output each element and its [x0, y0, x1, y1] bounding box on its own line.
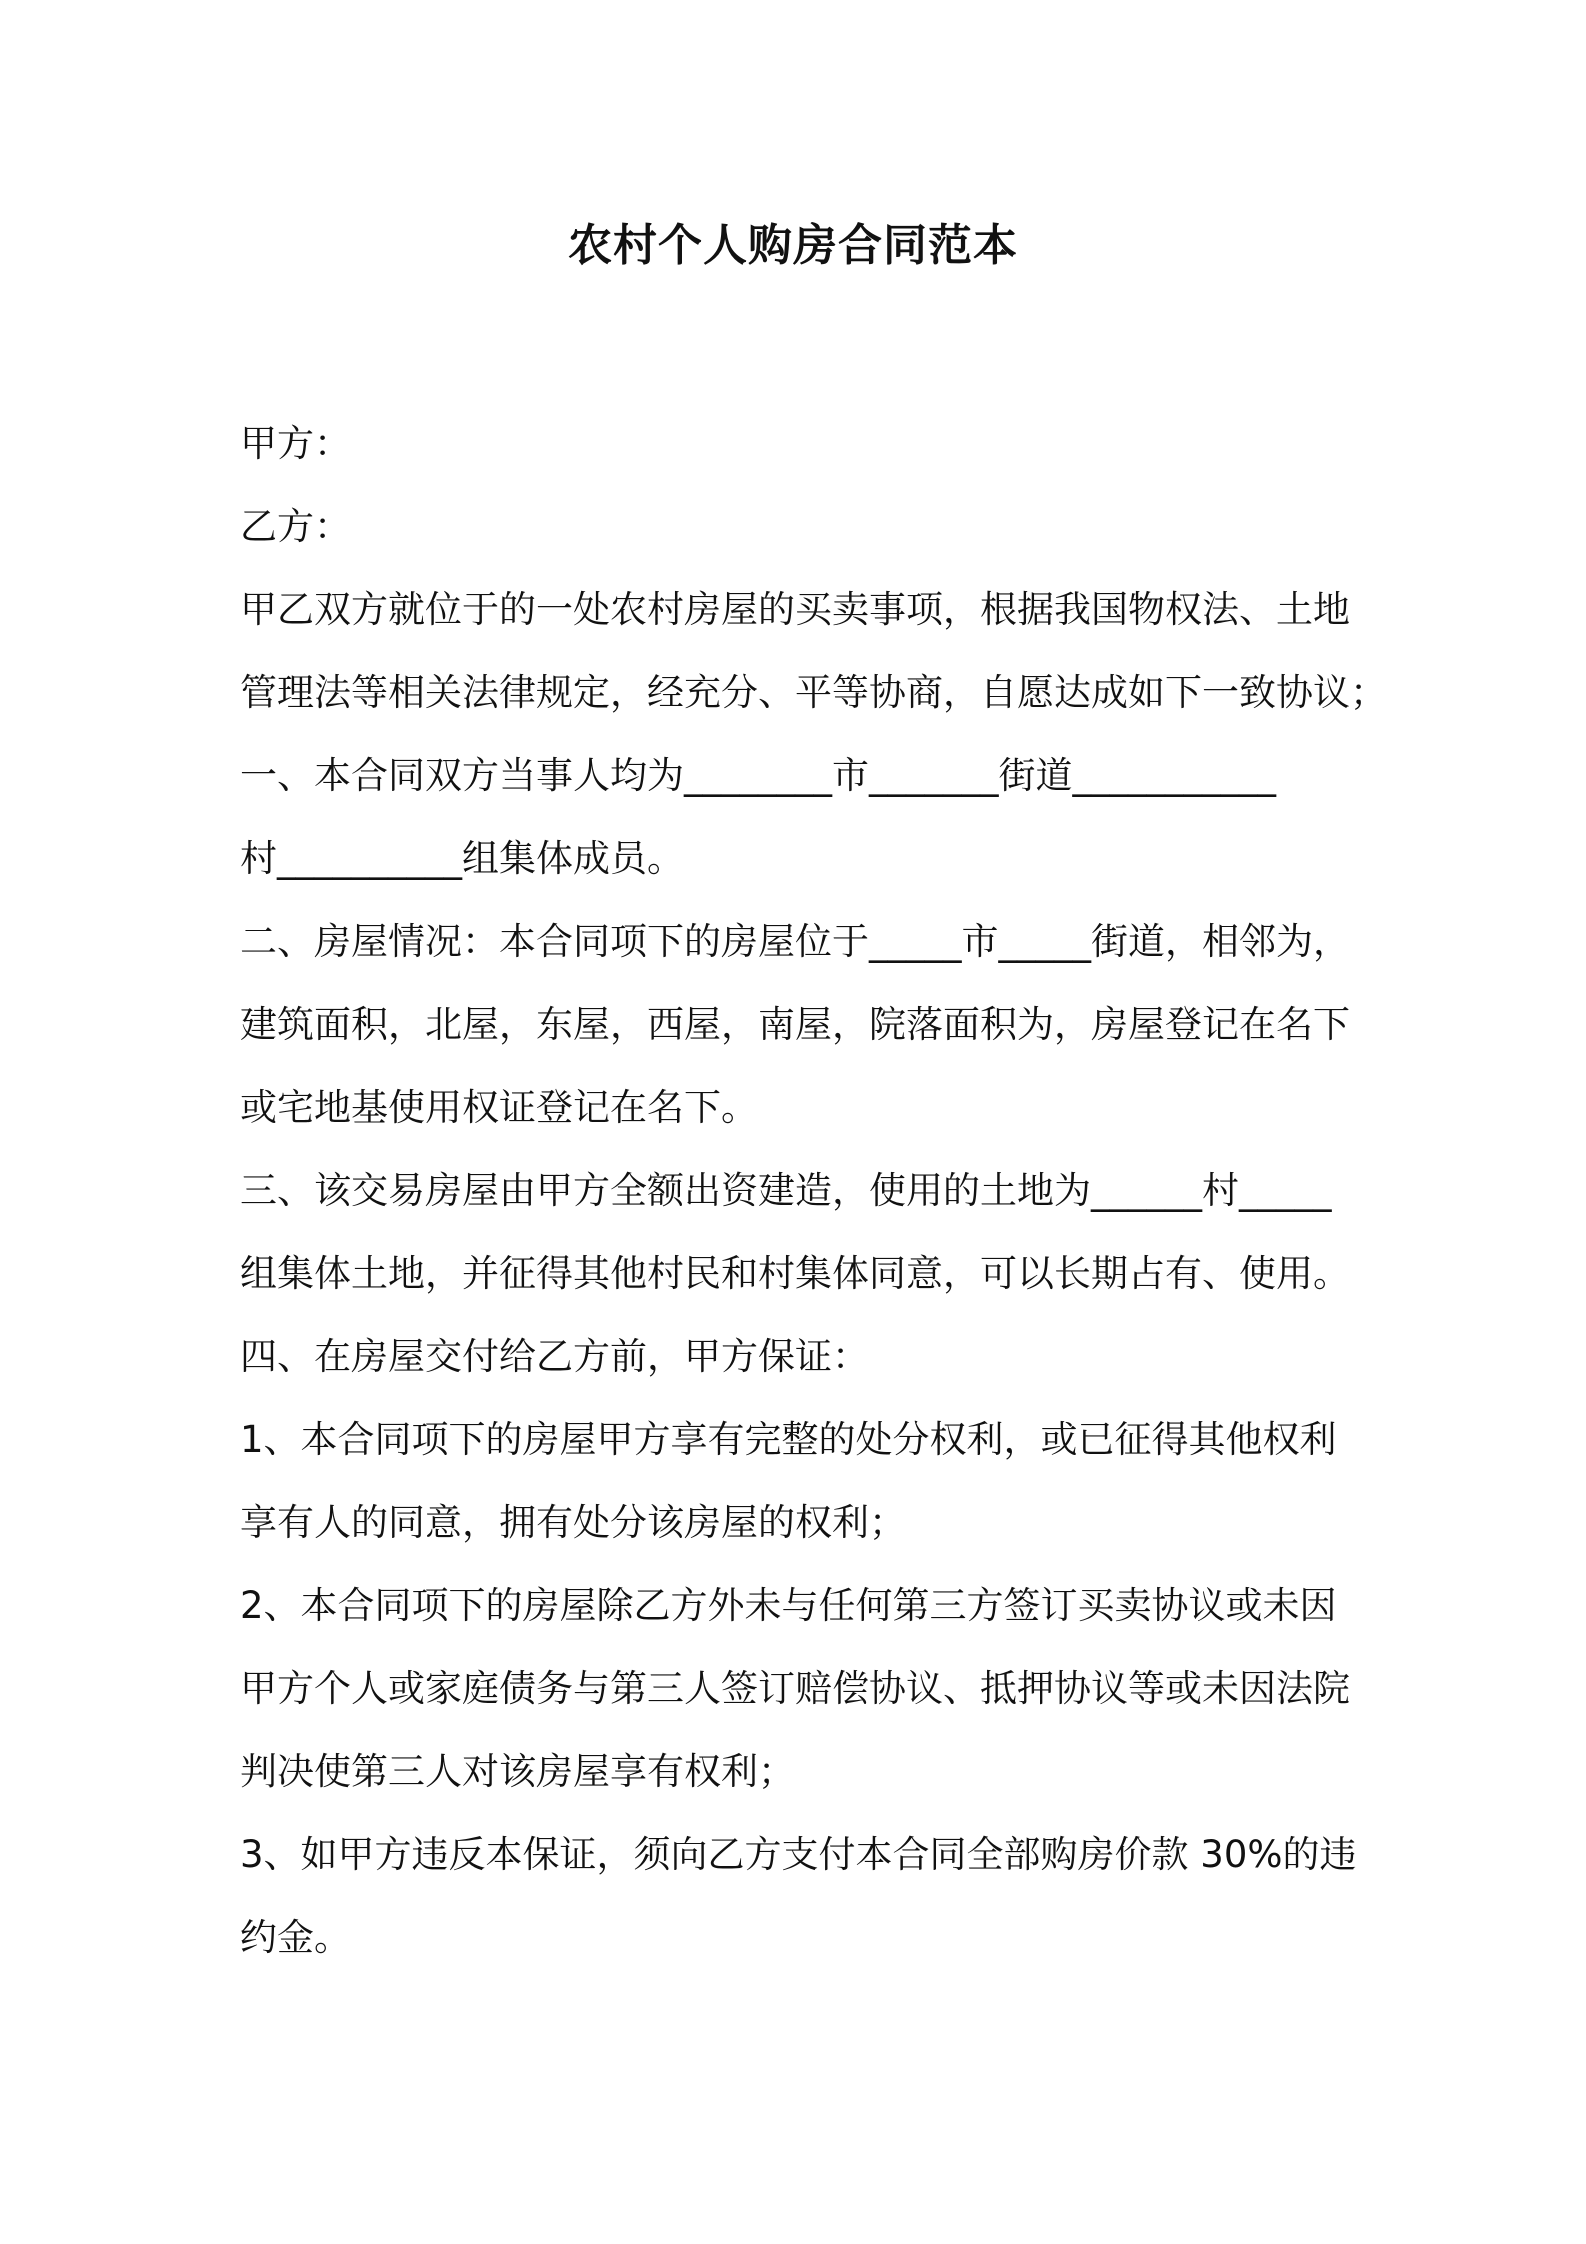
clause-3-line-2: 组集体土地，并征得其他村民和村集体同意，可以长期占有、使用。 [240, 1252, 1350, 1295]
clause-4-item-2-line-1: 2、本合同项下的房屋除乙方外未与任何第三方签订买卖协议或未因 [240, 1584, 1337, 1627]
clause-3-line-1: 三、该交易房屋由甲方全额出资建造，使用的土地为______村_____ [240, 1169, 1332, 1212]
clause-1-line-2: 村__________组集体成员。 [240, 837, 684, 880]
clause-4-heading: 四、在房屋交付给乙方前，甲方保证： [240, 1335, 869, 1378]
clause-2-line-2: 建筑面积，北屋，东屋，西屋，南屋，院落面积为，房屋登记在名下 [240, 1003, 1350, 1046]
party-b-line: 乙方： [240, 505, 351, 548]
clause-1-line-1: 一、本合同双方当事人均为________市_______街道___________ [240, 754, 1276, 797]
clause-4-item-3-line-1: 3、如甲方违反本保证，须向乙方支付本合同全部购房价款 30%的违 [240, 1833, 1357, 1876]
clause-2-line-3: 或宅地基使用权证登记在名下。 [240, 1086, 758, 1129]
clause-4-item-2-line-2: 甲方个人或家庭债务与第三人签订赔偿协议、抵押协议等或未因法院 [240, 1667, 1350, 1710]
clause-4-item-2-line-3: 判决使第三人对该房屋享有权利； [240, 1750, 795, 1793]
clause-4-item-1-line-2: 享有人的同意，拥有处分该房屋的权利； [240, 1501, 906, 1544]
preamble-line-1: 甲乙双方就位于的一处农村房屋的买卖事项，根据我国物权法、土地 [240, 588, 1350, 631]
party-a-line: 甲方： [240, 422, 351, 465]
clause-4-item-3-line-2: 约金。 [240, 1916, 351, 1959]
document-title: 农村个人购房合同范本 [568, 220, 1018, 271]
preamble-line-2: 管理法等相关法律规定，经充分、平等协商，自愿达成如下一致协议； [240, 671, 1387, 714]
document-body [240, 402, 1387, 1979]
clause-4-item-1-line-1: 1、本合同项下的房屋甲方享有完整的处分权利，或已征得其他权利 [240, 1418, 1337, 1461]
clause-2-line-1: 二、房屋情况：本合同项下的房屋位于_____市_____街道，相邻为， [240, 920, 1350, 963]
